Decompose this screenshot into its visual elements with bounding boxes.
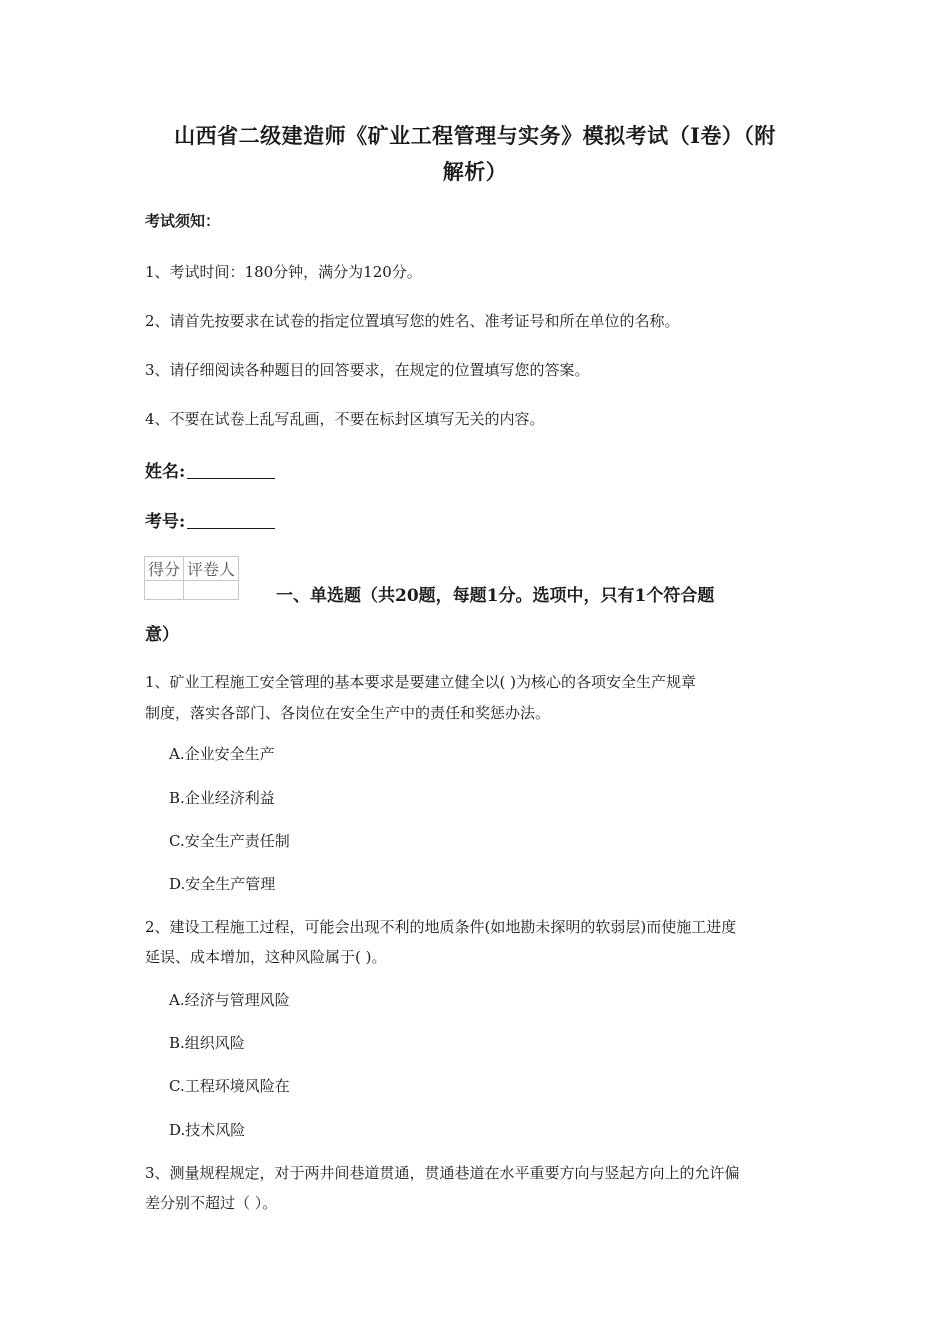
question-2-line-1: 2、建设工程施工过程，可能会出现不利的地质条件(如地勘未探明的软弱层)而使施工进度	[145, 918, 737, 936]
question-1-option-d: D.安全生产管理	[169, 875, 276, 893]
question-1-line-1: 1、矿业工程施工安全管理的基本要求是要建立健全以( )为核心的各项安全生产规章	[145, 673, 697, 691]
score-header: 得分	[145, 557, 184, 581]
score-table	[144, 556, 239, 600]
question-2-option-a: A.经济与管理风险	[169, 991, 290, 1009]
section-title-continued: 意）	[145, 625, 179, 645]
question-3-line-2: 差分别不超过（ ）。	[145, 1194, 278, 1212]
name-blank	[187, 460, 275, 479]
grader-header: 评卷人	[184, 557, 239, 581]
exam-number-blank	[187, 510, 275, 529]
question-2-option-d: D.技术风险	[169, 1121, 246, 1139]
notice-heading: 考试须知：	[145, 212, 221, 230]
section-title: 一、单选题（共20题，每题1分。选项中，只有1个符合题	[276, 586, 715, 606]
notice-rule-2: 2、请首先按要求在试卷的指定位置填写您的姓名、准考证号和所在单位的名称。	[145, 312, 680, 330]
question-1-line-2: 制度，落实各部门、各岗位在安全生产中的责任和奖惩办法。	[145, 704, 551, 722]
page-title-line-1: 山西省二级建造师《矿业工程管理与实务》模拟考试（I卷）（附	[174, 123, 776, 148]
exam-number-label: 考号:	[145, 512, 186, 532]
notice-rule-4: 4、不要在试卷上乱写乱画，不要在标封区填写无关的内容。	[145, 410, 545, 428]
exam-number-field	[145, 507, 275, 532]
score-cell	[145, 581, 184, 600]
question-2-option-b: B.组织风险	[169, 1034, 245, 1052]
question-1-option-c: C.安全生产责任制	[169, 832, 290, 850]
question-2-line-2: 延误、成本增加，这种风险属于( )。	[145, 948, 387, 966]
question-3-line-1: 3、测量规程规定，对于两井间巷道贯通，贯通巷道在水平重要方向与竖起方向上的允许偏	[145, 1164, 740, 1182]
notice-rule-1: 1、考试时间：180分钟，满分为120分。	[145, 263, 422, 281]
question-1-option-b: B.企业经济利益	[169, 789, 275, 807]
page-title	[140, 118, 810, 190]
name-field	[145, 457, 275, 482]
grader-cell	[184, 581, 239, 600]
page-title-line-2: 解析）	[442, 159, 508, 184]
name-label: 姓名:	[145, 462, 186, 482]
question-2-option-c: C.工程环境风险在	[169, 1077, 290, 1095]
question-1-option-a: A.企业安全生产	[169, 745, 275, 763]
notice-rule-3: 3、请仔细阅读各种题目的回答要求，在规定的位置填写您的答案。	[145, 361, 590, 379]
